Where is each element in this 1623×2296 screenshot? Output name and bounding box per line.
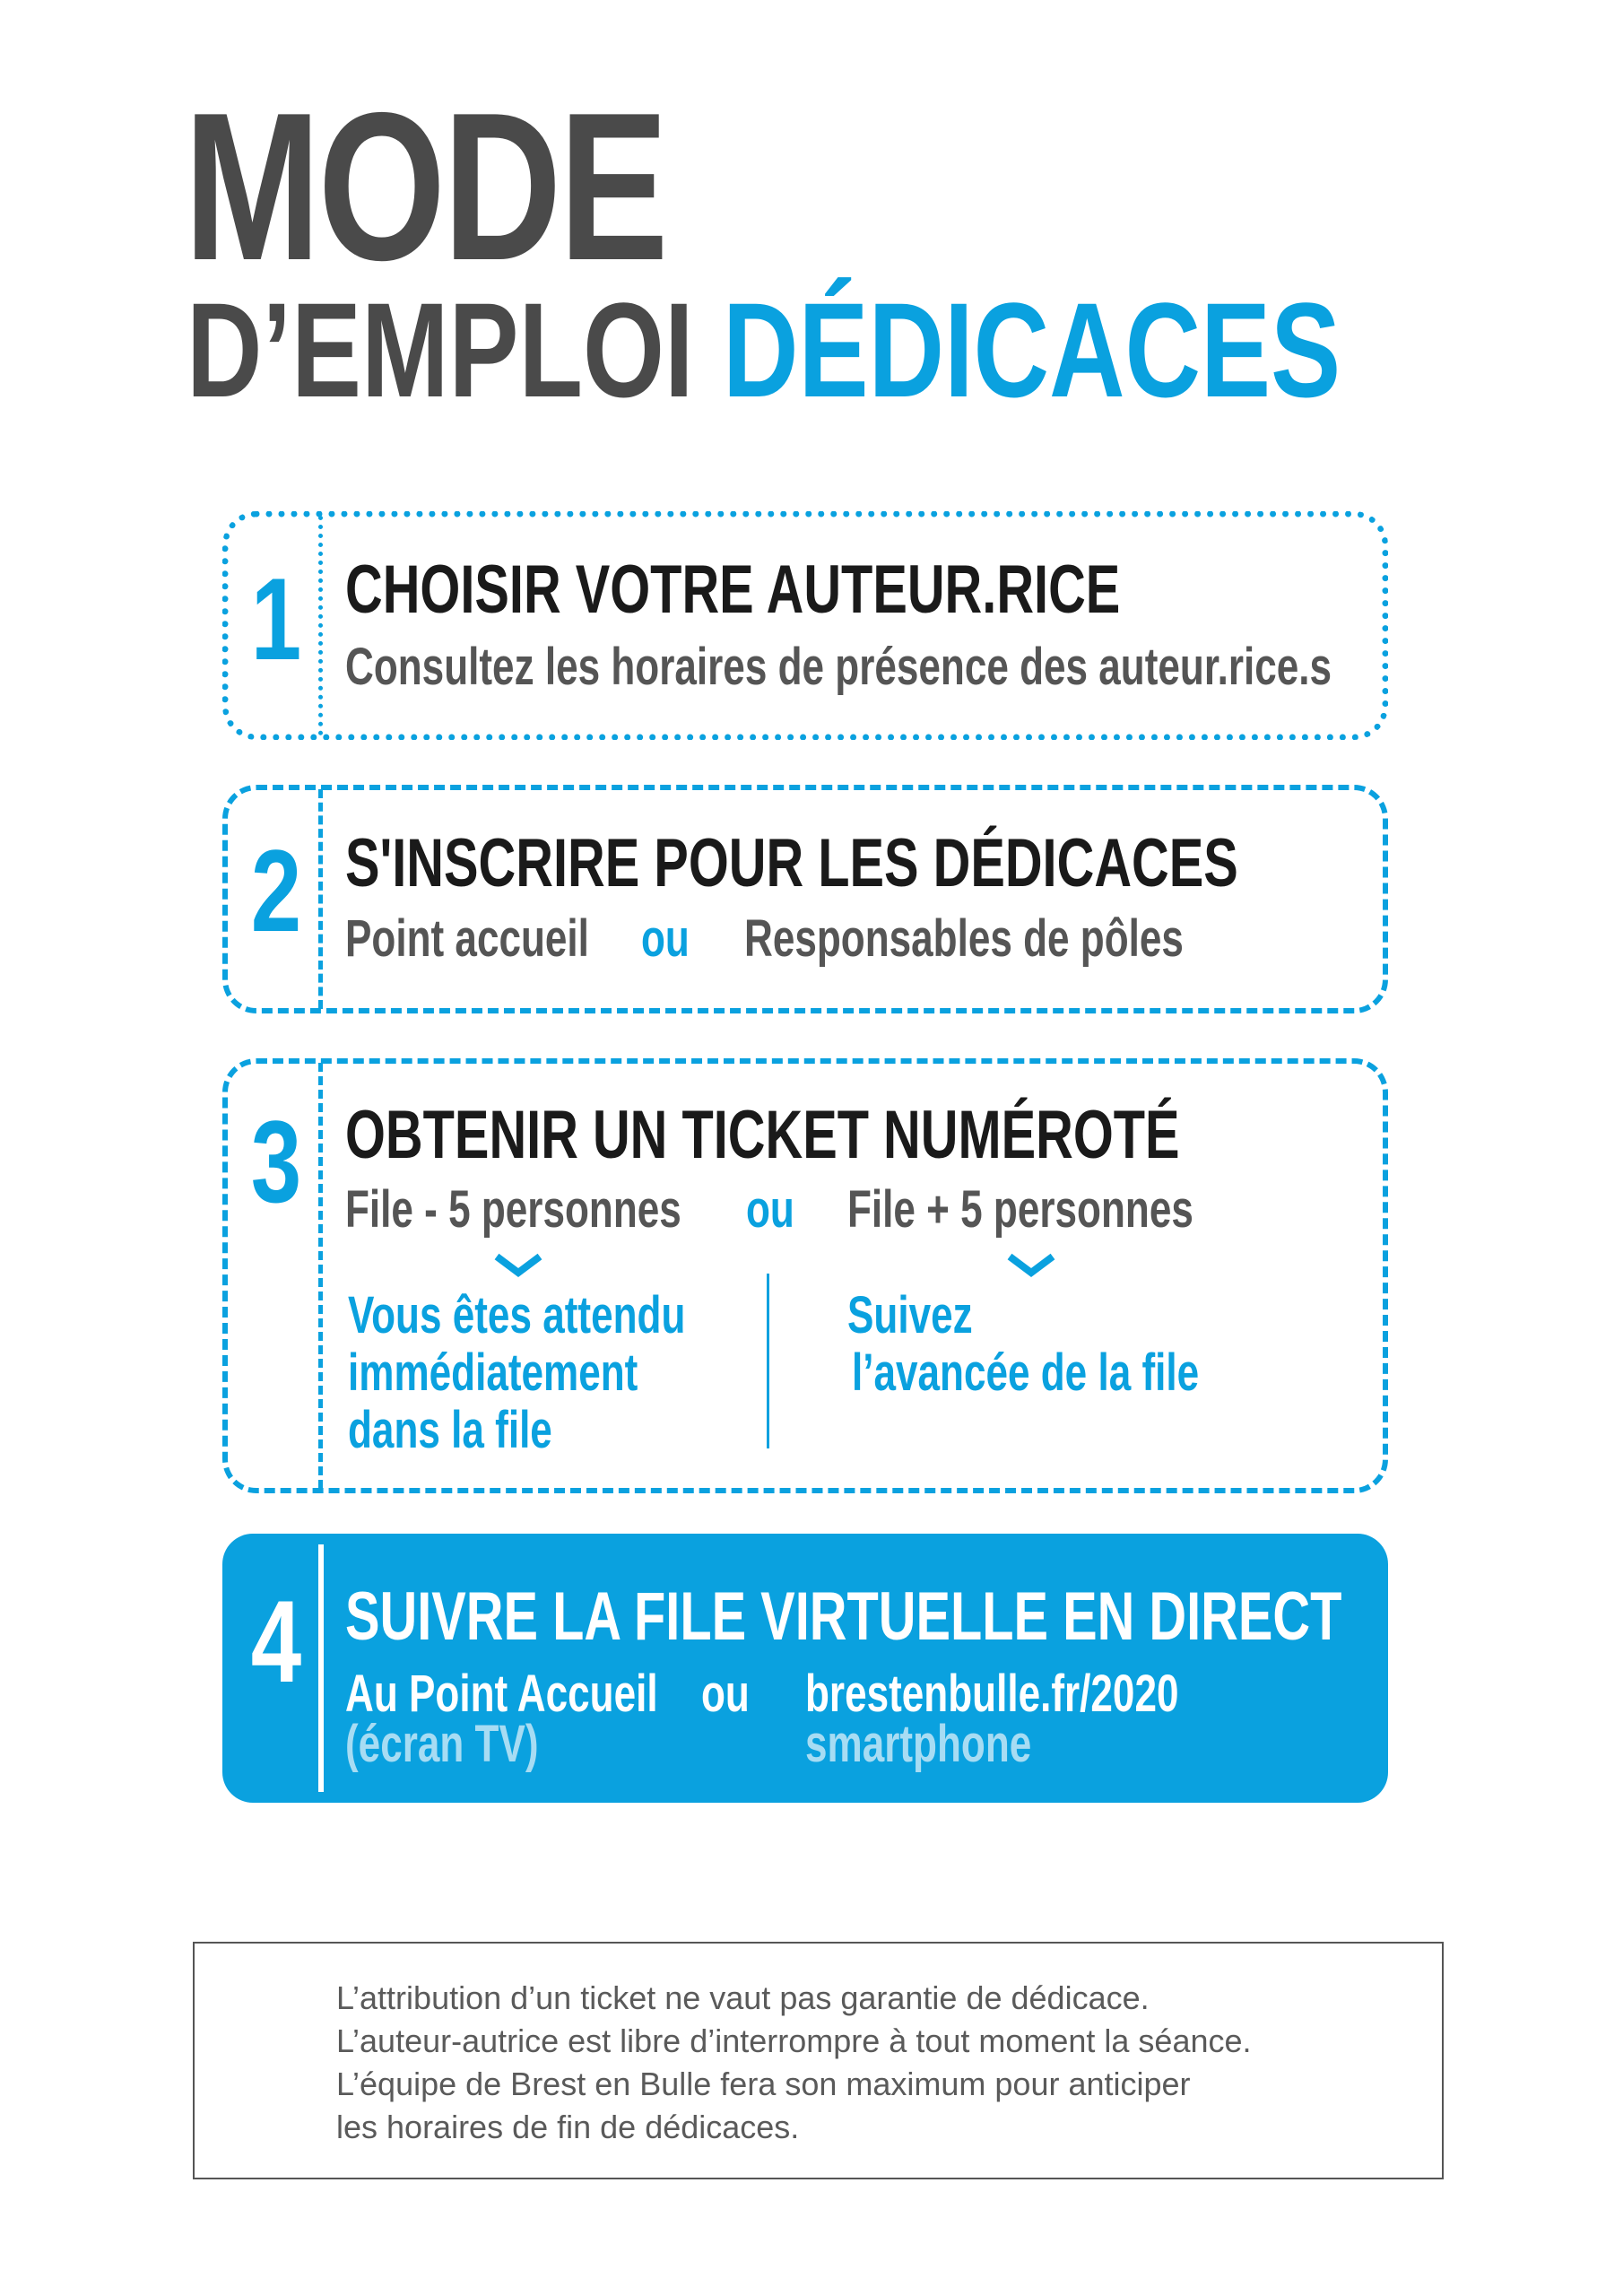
step-4-option-a-note: (écran TV): [345, 1715, 539, 1773]
step-2-title: S'INSCRIRE POUR LES DÉDICACES: [345, 825, 1238, 901]
step-4-option-a: Au Point Accueil: [345, 1665, 658, 1723]
step-4-or: ou: [701, 1665, 750, 1723]
step-3-number: 3: [250, 1096, 302, 1227]
step-1-divider: [318, 516, 323, 735]
step-2-divider: [318, 789, 323, 1009]
step-3-result-a-line3: dans la file: [348, 1401, 552, 1459]
step-2-or: ou: [641, 909, 690, 968]
step-2-option-a: Point accueil: [345, 909, 589, 968]
step-3-result-b-line2: l’avancée de la file: [852, 1344, 1200, 1402]
step-3-option-b: File + 5 personnes: [847, 1180, 1193, 1239]
step-3-result-b-line1: Suivez: [847, 1286, 973, 1344]
disclaimer-line-2: L’auteur-autrice est libre d’interrompre à tout moment la séance.: [336, 2022, 1252, 2059]
step-3-title: OBTENIR UN TICKET NUMÉROTÉ: [345, 1097, 1180, 1173]
step-2-number: 2: [250, 825, 302, 956]
page-title-mode: MODE: [184, 68, 666, 304]
step-3-result-a-line1: Vous êtes attendu: [348, 1286, 686, 1344]
step-4-title: SUIVRE LA FILE VIRTUELLE EN DIRECT: [345, 1578, 1342, 1655]
step-2-option-b: Responsables de pôles: [744, 909, 1184, 968]
disclaimer-line-4: les horaires de fin de dédicaces.: [336, 2109, 800, 2145]
chevron-down-icon: [491, 1251, 545, 1278]
chevron-down-icon: [1004, 1251, 1058, 1278]
step-4-option-b: brestenbulle.fr/2020: [805, 1665, 1179, 1723]
step-1-subtitle: Consultez les horaires de présence des auteur.rice.s: [345, 638, 1332, 696]
page-title-line2: [187, 274, 1341, 425]
step-3-option-a: File - 5 personnes: [345, 1180, 681, 1239]
step-3-divider: [318, 1063, 323, 1489]
disclaimer-line-1: L’attribution d’un ticket ne vaut pas garantie de dédicace.: [336, 1979, 1150, 2016]
step-1-number: 1: [250, 553, 302, 684]
step-3-or: ou: [746, 1180, 794, 1239]
title-dedicaces: DÉDICACES: [723, 274, 1341, 425]
step-4-divider: [318, 1544, 324, 1792]
step-3-result-a-line2: immédiatement: [348, 1344, 638, 1402]
step-3-separator: [767, 1274, 769, 1448]
step-4-option-b-note: smartphone: [805, 1715, 1032, 1773]
step-4-number: 4: [250, 1576, 302, 1707]
disclaimer-line-3: L’équipe de Brest en Bulle fera son maximum pour anticiper: [336, 2066, 1191, 2102]
step-1-title: CHOISIR VOTRE AUTEUR.RICE: [345, 552, 1121, 628]
title-demploi: D’EMPLOI: [187, 274, 694, 425]
